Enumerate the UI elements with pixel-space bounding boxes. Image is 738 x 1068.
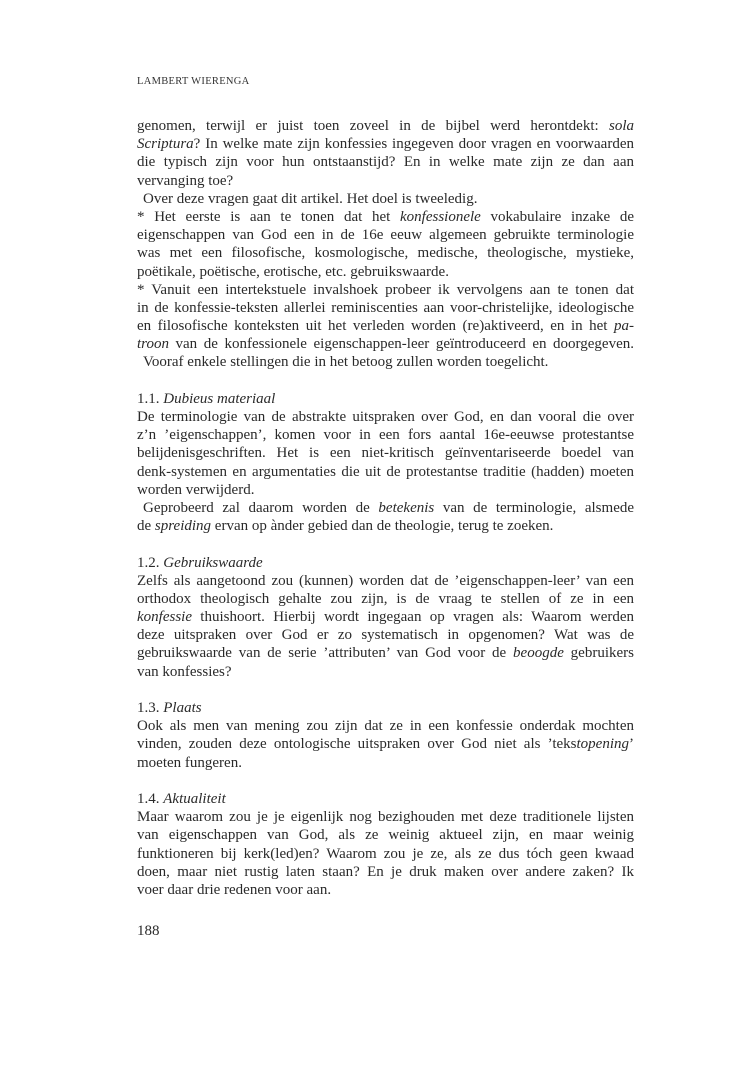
section [137,772,634,899]
text-run: Over deze vragen gaat dit artikel. Het doel is tweeledig. [143,190,478,207]
text-run: van de konfessionele eigenschappen-leer geïntroduceerd en doorgegeven. [168,336,634,353]
section-heading [137,699,634,717]
text-run: doen, maar niet rustig laten staan? En je druk maken over andere zaken? Ik [137,863,634,880]
text-line [137,208,634,226]
text-line [137,117,634,135]
italic-text: konfessie [137,609,192,626]
section-heading [137,390,634,408]
text-run: gebruikswaarde van de serie ’attributen’ van God voor de [137,645,514,662]
section-number: 1.1. [137,390,164,407]
text-line [137,572,634,590]
text-run: deze uitspraken over God er zo systematisch in opgenomen? Wat was de [137,627,634,644]
text-line [137,463,634,481]
text-line [137,717,634,735]
section [137,681,634,772]
text-run: van konfessies? [137,663,232,680]
text-line [137,608,634,626]
text-run: ’ [629,736,634,753]
text-run: poëtikale, poëtische, erotische, etc. gebruikswaarde. [137,263,449,280]
section-heading [137,554,634,572]
section-number: 1.4. [137,790,164,807]
text-line [137,735,634,753]
text-run: was met een filosofische, kosmologische, medische, theologische, mystieke, [137,245,634,262]
text-run: de [137,518,155,535]
text-run: De terminologie van de abstrakte uitspraken over God, en dan vooral die over [137,409,634,425]
section [137,535,634,681]
text-run: gebruikers [563,645,634,662]
intro-section [137,117,634,372]
blank-line [137,772,634,790]
text-run: * Het eerste is aan te tonen dat het [137,208,400,225]
text-line [137,281,634,299]
italic-text: sola [608,118,634,134]
text-line [137,808,634,826]
text-line [137,481,634,499]
text-run: Geprobeerd zal daarom worden de [143,499,379,516]
text-run: vokabulaire inzake de [480,208,634,225]
text-line [137,299,634,317]
text-run: thuishoort. Hierbij wordt ingegaan op vragen als: Waarom werden [191,609,634,626]
section-number: 1.3. [137,700,164,716]
text-line [137,826,634,844]
text-line [137,626,634,644]
text-line [137,426,634,444]
italic-text: betekenis [378,499,435,516]
text-run: moeten fungeren. [137,754,242,771]
text-run: die typisch zijn voor hun ontstaanstijd? En in welke mate zijn ze dan aan [137,154,634,171]
section-title: Dubieus materiaal [163,390,276,407]
text-run: en filosofische konteksten uit het verleden worden (re)aktiveerd, en in het [137,318,614,335]
text-line [137,226,634,244]
page-number: 188 [137,923,160,939]
italic-text: troon [137,336,169,353]
text-run: eigenschappen van God een in de 16e eeuw algemeen gebruikte terminologie [137,227,634,244]
text-line [137,663,634,681]
text-run: ervan op ànder gebied dan de theologie, terug te zoeken. [211,518,554,535]
text-run: Maar waarom zou je je eigenlijk nog bezighouden met deze traditionele lijsten [137,809,634,826]
text-line [137,881,634,899]
text-line [137,135,634,153]
text-run: belijdenisgeschriften. Het is een niet-kritisch geïnventariseerde boedel van [137,445,634,462]
text-line [137,317,634,335]
blank-line [137,535,634,553]
section-title: Plaats [163,700,202,716]
italic-text: pa- [614,318,634,335]
text-run: * Vanuit een intertekstuele invalshoek probeer ik vervolgens aan te tonen dat [137,281,634,298]
text-run: worden verwijderd. [137,481,255,498]
text-run: funktioneren bij kerk(led)en? Waarom zou je ze, als ze dus tóch geen kwaad [137,845,634,862]
text-run: in de konfessie-teksten allerlei reminiscenties aan voor-christelijke, ideologische [137,299,634,316]
text-line [137,590,634,608]
text-line [137,845,634,863]
text-line [137,353,634,371]
running-head: LAMBERT WIERENGA [137,76,250,87]
text-run: van de terminologie, alsmede [434,499,634,516]
text-run: denk-systemen en argumentaties die uit de protestantse traditie (hadden) moeten [137,463,634,480]
italic-text: topening [576,736,629,753]
section [137,372,634,536]
text-run: ? In welke mate zijn konfessies ingegeven door vragen en voorwaarden [193,136,634,153]
text-run: vinden, zouden deze ontologische uitspraken over God niet als ’teks [137,736,577,753]
text-run: genomen, terwijl er juist toen zoveel in de bijbel werd herontdekt: [137,118,609,134]
italic-text: Scriptura [137,136,194,153]
blank-line [137,681,634,699]
section-number: 1.2. [137,554,164,571]
text-line [137,190,634,208]
text-line [137,408,634,426]
text-run: van eigenschappen van God, als ze weinig aktueel zijn, en maar weinig [137,827,634,844]
text-run: voer daar drie redenen voor aan. [137,881,332,898]
text-run: Zelfs als aangetoond zou (kunnen) worden dat de ’eigenschappen-leer’ van een [137,572,634,589]
text-line [137,335,634,353]
italic-text: beoogde [513,645,564,662]
page-body [137,117,634,899]
text-line [137,499,634,517]
text-run: z’n ’eigenschappen’, komen voor in een fors aantal 16e-eeuwse protestantse [137,427,634,444]
text-run: vervanging toe? [137,172,234,189]
text-line [137,172,634,190]
italic-text: konfessionele [400,208,481,225]
text-line [137,863,634,881]
text-line [137,244,634,262]
text-line [137,153,634,171]
text-run: Ook als men van mening zou zijn dat ze in een konfessie onderdak mochten [137,718,634,735]
text-run: orthodox theologisch gehalte zou zijn, is de vraag te stellen of ze in een [137,590,634,607]
section-heading [137,790,634,808]
italic-text: spreiding [154,518,212,535]
section-title: Gebruikswaarde [163,554,263,571]
text-line [137,517,634,535]
text-line [137,444,634,462]
text-line [137,263,634,281]
section-title: Aktualiteit [163,790,226,807]
text-run: Vooraf enkele stellingen die in het betoog zullen worden toegelicht. [143,354,549,371]
text-line [137,754,634,772]
text-line [137,644,634,662]
blank-line [137,372,634,390]
